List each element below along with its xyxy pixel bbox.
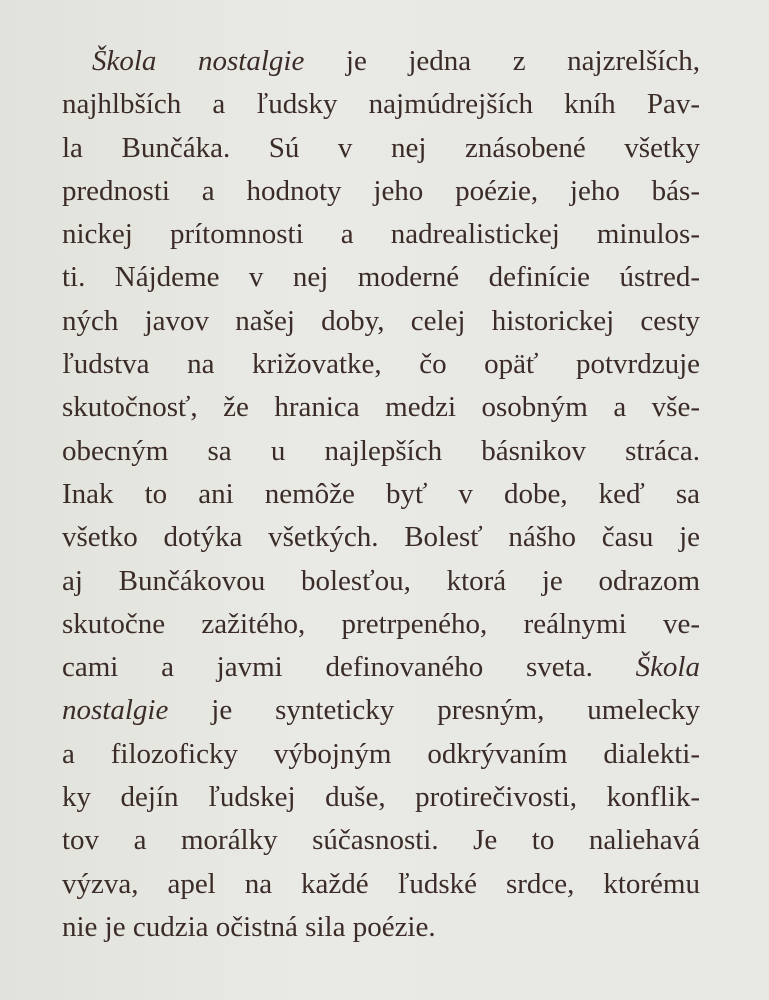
text-line (62, 343, 700, 386)
text-line (62, 776, 700, 819)
text-line (62, 603, 700, 646)
text-line (62, 733, 700, 776)
book-text-paragraph (62, 40, 700, 949)
text-line (62, 40, 700, 83)
text-line (62, 863, 700, 906)
text-line (62, 300, 700, 343)
text-line (62, 83, 700, 126)
text-line (62, 256, 700, 299)
text-segment: a filozoficky výbojným odkrývaním dialekti- (62, 737, 700, 770)
text-line (62, 516, 700, 559)
text-line (62, 906, 700, 949)
text-line (62, 819, 700, 862)
text-line (62, 646, 700, 689)
text-segment: ľudstva na križovatke, čo opäť potvrdzuje (62, 348, 700, 381)
text-segment: skutočne zažitého, pretrpeného, reálnymi ve- (62, 607, 700, 640)
text-segment: všetko dotýka všetkých. Bolesť nášho času je (62, 521, 700, 554)
text-line (62, 430, 700, 473)
text-segment: ky dejín ľudskej duše, protirečivosti, konflik- (62, 781, 700, 814)
text-line (62, 473, 700, 516)
italic-title-text: nostalgie (62, 694, 169, 727)
text-segment: výzva, apel na každé ľudské srdce, ktorému (62, 867, 700, 900)
text-segment: je jedna z najzrelších, (304, 45, 701, 77)
text-segment: aj Bunčákovou bolesťou, ktorá je odrazom (62, 564, 700, 597)
text-line (62, 689, 700, 732)
italic-title-text: Škola nostalgie (92, 45, 305, 77)
text-segment: nickej prítomnosti a nadrealistickej minulos- (62, 218, 700, 251)
text-segment: je synteticky presným, umelecky (168, 694, 700, 727)
text-line (62, 170, 700, 213)
text-line (62, 213, 700, 256)
text-segment: nie je cudzia očistná sila poézie. (62, 910, 436, 943)
text-line (62, 127, 700, 170)
text-line (62, 386, 700, 429)
italic-title-text: Škola (635, 651, 700, 684)
text-segment: obecným sa u najlepších básnikov stráca. (62, 434, 700, 467)
text-segment: tov a morálky súčasnosti. Je to naliehavá (62, 824, 700, 857)
text-line (62, 560, 700, 603)
text-segment: cami a javmi definovaného sveta. (62, 651, 636, 684)
text-segment: ných javov našej doby, celej historickej cesty (62, 304, 700, 337)
text-segment: prednosti a hodnoty jeho poézie, jeho bás- (62, 174, 700, 207)
text-segment: ti. Nájdeme v nej moderné definície ústred- (62, 261, 700, 294)
text-segment: skutočnosť, že hranica medzi osobným a vše- (62, 391, 700, 424)
text-segment: la Bunčáka. Sú v nej znásobené všetky (62, 131, 700, 164)
text-segment: Inak to ani nemôže byť v dobe, keď sa (62, 477, 700, 510)
text-segment: najhlbších a ľudsky najmúdrejších kníh Pav- (62, 88, 700, 121)
